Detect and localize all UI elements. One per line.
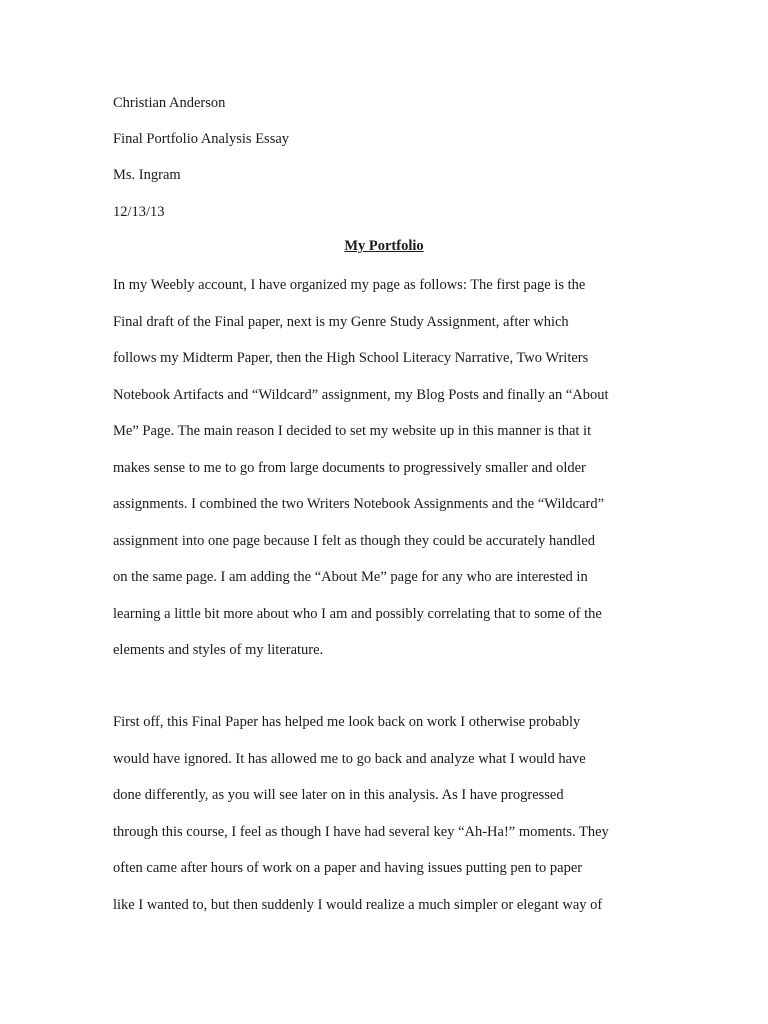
- document-title: My Portfolio: [344, 238, 424, 254]
- instructor-name: Ms. Ingram: [113, 167, 181, 183]
- paragraph-line: makes sense to me to go from large documents to progressively smaller and older: [113, 459, 586, 476]
- paragraph-line: follows my Midterm Paper, then the High School Literacy Narrative, Two Writers: [113, 350, 589, 366]
- paragraph-line: assignment into one page because I felt as though they could be accurately handled: [113, 532, 595, 549]
- paragraph-line: elements and styles of my literature.: [113, 642, 324, 658]
- assignment-title: Final Portfolio Analysis Essay: [113, 131, 290, 147]
- author-name: Christian Anderson: [113, 95, 226, 111]
- paragraph-line: Final draft of the Final paper, next is my Genre Study Assignment, after which: [113, 313, 569, 330]
- paragraph-line: on the same page. I am adding the “About Me” page for any who are interested in: [113, 569, 588, 585]
- paragraph-line: In my Weebly account, I have organized my page as follows: The first page is the: [113, 277, 586, 293]
- paragraph-line: Notebook Artifacts and “Wildcard” assignment, my Blog Posts and finally an “About: [113, 386, 609, 403]
- paragraph-2: [113, 713, 673, 932]
- paragraph-line: often came after hours of work on a paper and having issues putting pen to paper: [113, 860, 583, 876]
- paragraph-line: like I wanted to, but then suddenly I would realize a much simpler or elegant way of: [113, 896, 603, 913]
- paragraph-line: learning a little bit more about who I am and possibly correlating that to some of the: [113, 605, 602, 622]
- essay-date: 12/13/13: [113, 204, 165, 220]
- paragraph-line: through this course, I feel as though I have had several key “Ah-Ha!” moments. They: [113, 823, 609, 840]
- paragraph-line: would have ignored. It has allowed me to go back and analyze what I would have: [113, 750, 586, 767]
- paragraph-1: [113, 276, 673, 678]
- paragraph-line: assignments. I combined the two Writers Notebook Assignments and the “Wildcard”: [113, 496, 605, 512]
- paragraph-line: First off, this Final Paper has helped me look back on work I otherwise probably: [113, 714, 581, 730]
- paragraph-line: Me” Page. The main reason I decided to set my website up in this manner is that it: [113, 423, 592, 439]
- paragraph-line: done differently, as you will see later on in this analysis. As I have progressed: [113, 787, 564, 803]
